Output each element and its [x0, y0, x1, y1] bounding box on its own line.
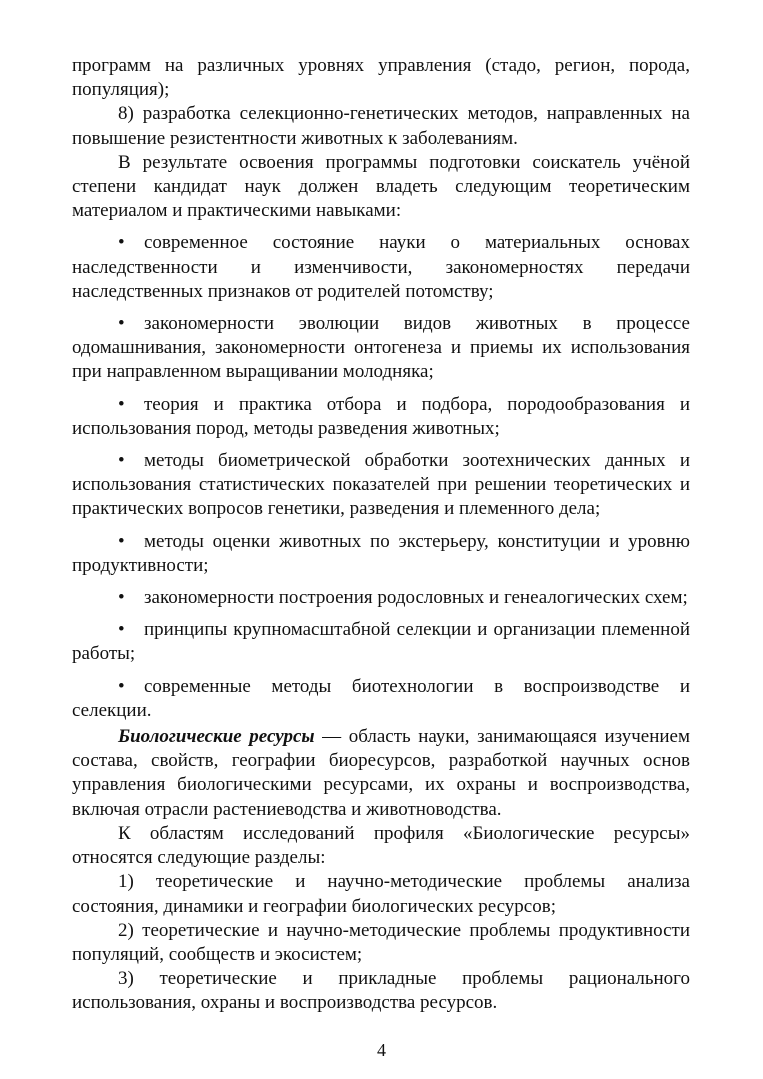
document-page — [72, 54, 690, 1016]
bullet-text: методы оценки животных по экстерьеру, конституции и уровню продуктивности; — [72, 530, 690, 576]
bullet-icon: • — [118, 393, 125, 415]
paragraph-definition — [72, 725, 690, 822]
bullet-item — [72, 530, 690, 578]
paragraph-sections-intro: К областям исследований профиля «Биологические ресурсы» относятся следующие разделы: — [72, 822, 690, 869]
bullet-icon: • — [118, 675, 125, 697]
definition-text: — область науки, занимающаяся изучением состава, свойств, географии биоресурсов, разработкой научных основ управления биологическими ресурсами, их охраны и воспроизводства, включая отрасли растениеводства и животноводства. — [72, 726, 690, 820]
section-item-3: 3) теоретические и прикладные проблемы рационального использования, охраны и воспроизводства ресурсов. — [72, 968, 690, 1014]
bullet-text: современные методы биотехнологии в воспроизводстве и селекции. — [72, 675, 690, 721]
paragraph-continuation: программ на различных уровнях управления (стадо, регион, порода, популяция); — [72, 55, 690, 101]
bullet-icon: • — [118, 530, 125, 552]
definition-term: Биологические ресурсы — [118, 726, 315, 748]
bullet-icon: • — [118, 619, 125, 641]
section-item-1: 1) теоретические и научно-методические проблемы анализа состояния, динамики и географии биологических ресурсов; — [72, 871, 690, 917]
bullet-text: принципы крупномасштабной селекции и организации племенной работы; — [72, 619, 690, 665]
paragraph-learning-outcomes: В результате освоения программы подготовки соискатель учёной степени кандидат наук должен владеть следующим теоретическим материалом и практическими навыками: — [72, 151, 690, 222]
bullet-text: закономерности эволюции видов животных в процессе одомашнивания, закономерности онтогенеза и приемы их использования при направленном выращивании молодняка; — [72, 313, 690, 383]
bullet-item — [72, 312, 690, 385]
bullet-item — [72, 675, 690, 723]
bullet-icon: • — [118, 313, 125, 335]
paragraph-item-8: 8) разработка селекционно-генетических методов, направленных на повышение резистентности животных к заболеваниям. — [72, 103, 690, 149]
bullet-text: методы биометрической обработки зоотехнических данных и использования статистических показателей при решении теоретических и практических вопросов генетики, разведения и племенного дела; — [72, 450, 690, 520]
bullet-text: теория и практика отбора и подбора, породообразования и использования пород, методы разведения животных; — [72, 393, 690, 439]
bullet-icon: • — [118, 450, 125, 472]
bullet-item — [72, 393, 690, 441]
bullet-text: современное состояние науки о материальных основах наследственности и изменчивости, закономерностях передачи наследственных признаков от родителей потомству; — [72, 232, 690, 302]
bullet-item — [72, 231, 690, 304]
page-number: 4 — [377, 1040, 386, 1060]
bullet-item — [72, 449, 690, 522]
bullet-item — [72, 586, 690, 610]
bullet-icon: • — [118, 232, 125, 254]
bullet-item — [72, 618, 690, 666]
bullet-text: закономерности построения родословных и генеалогических схем; — [144, 587, 688, 609]
bullet-icon: • — [118, 587, 125, 609]
section-item-2: 2) теоретические и научно-методические проблемы продуктивности популяций, сообществ и экосистем; — [72, 919, 690, 965]
